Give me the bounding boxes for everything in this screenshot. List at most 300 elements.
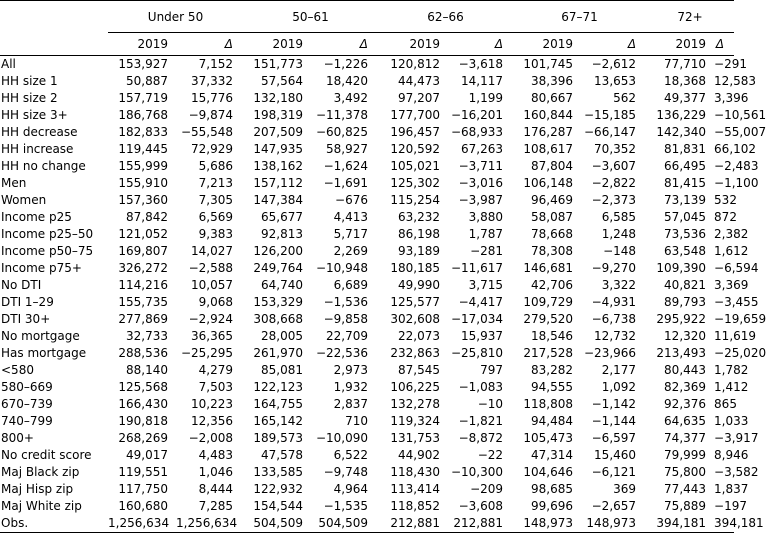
table-row bbox=[0, 464, 734, 481]
value-2019-cell: 118,852 bbox=[390, 499, 441, 513]
table-row bbox=[0, 107, 734, 124]
row-label: HH no change bbox=[1, 159, 86, 173]
value-delta-cell: 18,420 bbox=[326, 74, 369, 88]
value-2019-cell: 40,821 bbox=[664, 278, 707, 292]
value-delta-cell: −197 bbox=[714, 499, 748, 513]
value-2019-cell: 212,881 bbox=[378, 515, 448, 533]
value-delta-cell: 9,068 bbox=[198, 295, 233, 309]
value-delta-cell: −2,483 bbox=[714, 159, 759, 173]
value-delta-cell: −68,933 bbox=[450, 125, 504, 139]
table-row bbox=[0, 515, 734, 533]
table-row bbox=[0, 277, 734, 294]
row-label: Maj Hisp zip bbox=[1, 482, 74, 496]
value-2019-cell: 88,140 bbox=[126, 363, 168, 377]
value-delta-cell: 15,460 bbox=[594, 448, 637, 462]
value-delta-cell: 1,046 bbox=[198, 465, 233, 479]
group-header: 67–71 bbox=[513, 1, 646, 34]
table-row bbox=[0, 56, 734, 74]
value-delta-cell: −2,373 bbox=[591, 193, 637, 207]
value-delta-cell: −1,691 bbox=[323, 176, 369, 190]
value-2019-cell: 49,017 bbox=[126, 448, 168, 462]
value-2019-cell: 308,668 bbox=[253, 312, 303, 326]
value-2019-cell: 50,887 bbox=[126, 74, 168, 88]
value-2019-cell: 108,617 bbox=[523, 142, 574, 156]
value-2019-cell: 142,340 bbox=[656, 125, 707, 139]
value-2019-cell: 81,831 bbox=[664, 142, 707, 156]
value-delta-cell: 72,929 bbox=[191, 142, 233, 156]
row-label: <580 bbox=[1, 363, 34, 377]
value-2019-cell: 114,216 bbox=[118, 278, 168, 292]
value-delta-cell: −66,147 bbox=[584, 125, 637, 139]
table-row bbox=[0, 413, 734, 430]
value-2019-cell: 99,696 bbox=[531, 499, 574, 513]
delta-header: Δ bbox=[714, 33, 734, 56]
value-delta-cell: 3,369 bbox=[714, 278, 749, 292]
value-2019-cell: 394,181 bbox=[646, 515, 714, 533]
value-delta-cell: −11,378 bbox=[315, 108, 369, 122]
value-2019-cell: 151,773 bbox=[253, 57, 303, 71]
value-delta-cell: 12,732 bbox=[594, 329, 637, 343]
value-delta-cell: 2,177 bbox=[601, 363, 637, 377]
value-2019-cell: 101,745 bbox=[523, 57, 574, 71]
value-2019-cell: 126,200 bbox=[253, 244, 303, 258]
value-2019-cell: 118,430 bbox=[390, 465, 441, 479]
value-2019-cell: 79,999 bbox=[664, 448, 707, 462]
value-delta-cell: 562 bbox=[613, 91, 637, 105]
value-2019-cell: 32,733 bbox=[126, 329, 168, 343]
value-2019-cell: 44,902 bbox=[398, 448, 441, 462]
value-2019-cell: 115,254 bbox=[390, 193, 441, 207]
value-2019-cell: 268,269 bbox=[118, 431, 168, 445]
value-delta-cell: 7,305 bbox=[198, 193, 233, 207]
value-delta-cell: 5,686 bbox=[198, 159, 233, 173]
value-2019-cell: 18,368 bbox=[664, 74, 707, 88]
row-label: 740–799 bbox=[1, 414, 53, 428]
value-delta-cell: 797 bbox=[480, 363, 504, 377]
value-2019-cell: 119,324 bbox=[390, 414, 441, 428]
value-delta-cell: −10,300 bbox=[450, 465, 504, 479]
value-delta-cell: 369 bbox=[613, 482, 637, 496]
value-2019-cell: 96,469 bbox=[531, 193, 574, 207]
value-delta-cell: −2,822 bbox=[591, 176, 637, 190]
value-delta-cell: 15,776 bbox=[191, 91, 233, 105]
value-delta-cell: 3,322 bbox=[601, 278, 637, 292]
value-2019-cell: 147,935 bbox=[253, 142, 303, 156]
value-delta-cell: −2,008 bbox=[188, 431, 233, 445]
value-delta-cell: −3,607 bbox=[591, 159, 637, 173]
value-delta-cell: 148,973 bbox=[581, 515, 646, 533]
value-2019-cell: 148,973 bbox=[513, 515, 581, 533]
row-label: Women bbox=[1, 193, 47, 207]
value-delta-cell: −2,657 bbox=[591, 499, 637, 513]
value-delta-cell: 4,964 bbox=[333, 482, 369, 496]
table-row bbox=[0, 192, 734, 209]
value-delta-cell: 7,213 bbox=[198, 176, 233, 190]
value-delta-cell: 9,383 bbox=[198, 227, 233, 241]
value-2019-cell: 118,808 bbox=[523, 397, 574, 411]
value-2019-cell: 295,922 bbox=[656, 312, 707, 326]
value-2019-cell: 47,578 bbox=[261, 448, 303, 462]
value-2019-cell: 87,842 bbox=[126, 210, 168, 224]
value-delta-cell: −6,121 bbox=[591, 465, 637, 479]
value-2019-cell: 136,229 bbox=[656, 108, 707, 122]
value-2019-cell: 82,369 bbox=[664, 380, 707, 394]
value-2019-cell: 160,680 bbox=[118, 499, 168, 513]
value-delta-cell: −60,825 bbox=[315, 125, 369, 139]
value-delta-cell: −3,582 bbox=[714, 465, 759, 479]
value-delta-cell: 6,689 bbox=[333, 278, 369, 292]
value-2019-cell: 85,081 bbox=[261, 363, 303, 377]
value-delta-cell: 12,356 bbox=[191, 414, 233, 428]
value-2019-cell: 153,927 bbox=[118, 57, 168, 71]
value-2019-cell: 164,755 bbox=[253, 397, 303, 411]
value-2019-cell: 120,812 bbox=[390, 57, 441, 71]
value-2019-cell: 58,087 bbox=[531, 210, 574, 224]
table-row bbox=[0, 430, 734, 447]
value-2019-cell: 122,123 bbox=[253, 380, 303, 394]
value-delta-cell: −291 bbox=[714, 57, 748, 71]
value-2019-cell: 186,768 bbox=[118, 108, 168, 122]
value-delta-cell: 8,946 bbox=[714, 448, 749, 462]
value-delta-cell: −55,007 bbox=[714, 125, 766, 139]
value-2019-cell: 64,635 bbox=[664, 414, 707, 428]
value-delta-cell: 37,332 bbox=[191, 74, 233, 88]
value-2019-cell: 138,162 bbox=[253, 159, 303, 173]
value-2019-cell: 176,287 bbox=[523, 125, 574, 139]
value-delta-cell: −2,924 bbox=[188, 312, 233, 326]
table-row bbox=[0, 294, 734, 311]
value-2019-cell: 86,198 bbox=[398, 227, 441, 241]
value-delta-cell: −1,535 bbox=[323, 499, 369, 513]
value-delta-cell: 7,152 bbox=[198, 57, 233, 71]
value-2019-cell: 44,473 bbox=[398, 74, 441, 88]
value-2019-cell: 66,495 bbox=[664, 159, 707, 173]
value-2019-cell: 113,414 bbox=[390, 482, 441, 496]
value-delta-cell: −25,020 bbox=[714, 346, 766, 360]
value-delta-cell: 1,033 bbox=[714, 414, 749, 428]
value-delta-cell: −3,711 bbox=[458, 159, 504, 173]
value-delta-cell: −11,617 bbox=[450, 261, 504, 275]
table-row bbox=[0, 498, 734, 515]
value-delta-cell: 710 bbox=[345, 414, 369, 428]
table-row bbox=[0, 175, 734, 192]
value-2019-cell: 190,818 bbox=[118, 414, 168, 428]
value-delta-cell: 7,285 bbox=[198, 499, 233, 513]
value-delta-cell: −148 bbox=[603, 244, 637, 258]
table-row bbox=[0, 141, 734, 158]
group-header: 50–61 bbox=[243, 1, 378, 34]
value-delta-cell: −2,612 bbox=[591, 57, 637, 71]
table-row bbox=[0, 158, 734, 175]
year-header: 2019 bbox=[378, 33, 448, 56]
value-2019-cell: 177,700 bbox=[390, 108, 441, 122]
value-delta-cell: 1,256,634 bbox=[176, 515, 243, 533]
value-2019-cell: 105,021 bbox=[390, 159, 441, 173]
stub-header bbox=[0, 1, 108, 34]
value-2019-cell: 104,646 bbox=[523, 465, 574, 479]
value-delta-cell: 1,782 bbox=[714, 363, 749, 377]
value-2019-cell: 504,509 bbox=[243, 515, 311, 533]
value-delta-cell: −1,142 bbox=[591, 397, 637, 411]
value-2019-cell: 189,573 bbox=[253, 431, 303, 445]
value-2019-cell: 119,551 bbox=[118, 465, 168, 479]
value-delta-cell: 5,717 bbox=[333, 227, 369, 241]
value-2019-cell: 157,719 bbox=[118, 91, 168, 105]
table-row bbox=[0, 209, 734, 226]
value-2019-cell: 217,528 bbox=[523, 346, 574, 360]
value-delta-cell: 3,715 bbox=[468, 278, 504, 292]
value-2019-cell: 279,520 bbox=[523, 312, 574, 326]
value-2019-cell: 153,329 bbox=[253, 295, 303, 309]
table-row bbox=[0, 447, 734, 464]
row-label: HH size 1 bbox=[1, 74, 58, 88]
value-delta-cell: 394,181 bbox=[714, 515, 734, 533]
value-2019-cell: 78,668 bbox=[531, 227, 574, 241]
value-2019-cell: 49,377 bbox=[664, 91, 707, 105]
value-delta-cell: −3,618 bbox=[458, 57, 504, 71]
value-2019-cell: 125,302 bbox=[390, 176, 441, 190]
table-row bbox=[0, 311, 734, 328]
value-2019-cell: 92,813 bbox=[261, 227, 303, 241]
row-label: Maj Black zip bbox=[1, 465, 80, 479]
value-delta-cell: −1,083 bbox=[458, 380, 504, 394]
value-delta-cell: −16,201 bbox=[450, 108, 504, 122]
value-2019-cell: 57,564 bbox=[261, 74, 303, 88]
value-2019-cell: 93,189 bbox=[398, 244, 441, 258]
value-delta-cell: −10,561 bbox=[714, 108, 766, 122]
value-delta-cell: −10,090 bbox=[315, 431, 369, 445]
value-delta-cell: −9,858 bbox=[323, 312, 369, 326]
value-delta-cell: 6,569 bbox=[198, 210, 233, 224]
value-delta-cell: 212,881 bbox=[448, 515, 513, 533]
value-delta-cell: 1,199 bbox=[468, 91, 504, 105]
value-delta-cell: −15,185 bbox=[584, 108, 637, 122]
value-2019-cell: 47,314 bbox=[531, 448, 574, 462]
table-row bbox=[0, 328, 734, 345]
row-label: HH decrease bbox=[1, 125, 78, 139]
value-2019-cell: 121,052 bbox=[118, 227, 168, 241]
value-2019-cell: 288,536 bbox=[118, 346, 168, 360]
value-2019-cell: 80,443 bbox=[664, 363, 707, 377]
value-delta-cell: 14,027 bbox=[191, 244, 233, 258]
value-delta-cell: 6,585 bbox=[601, 210, 637, 224]
value-2019-cell: 249,764 bbox=[253, 261, 303, 275]
value-delta-cell: −23,966 bbox=[584, 346, 637, 360]
value-2019-cell: 132,278 bbox=[390, 397, 441, 411]
row-label: 670–739 bbox=[1, 397, 53, 411]
year-header: 2019 bbox=[108, 33, 176, 56]
value-delta-cell: 6,522 bbox=[333, 448, 369, 462]
value-2019-cell: 63,232 bbox=[398, 210, 441, 224]
value-2019-cell: 78,308 bbox=[531, 244, 574, 258]
value-2019-cell: 154,544 bbox=[253, 499, 303, 513]
row-label: No DTI bbox=[1, 278, 42, 292]
value-delta-cell: −676 bbox=[335, 193, 369, 207]
value-delta-cell: −4,417 bbox=[458, 295, 504, 309]
value-delta-cell: 15,937 bbox=[461, 329, 504, 343]
value-delta-cell: −9,748 bbox=[323, 465, 369, 479]
value-delta-cell: 1,837 bbox=[714, 482, 749, 496]
value-2019-cell: 326,272 bbox=[118, 261, 168, 275]
table-row bbox=[0, 379, 734, 396]
value-2019-cell: 198,319 bbox=[253, 108, 303, 122]
value-delta-cell: 70,352 bbox=[594, 142, 637, 156]
value-delta-cell: −281 bbox=[470, 244, 504, 258]
value-2019-cell: 117,750 bbox=[118, 482, 168, 496]
row-label: All bbox=[1, 57, 16, 71]
table-row bbox=[0, 481, 734, 498]
value-delta-cell: 3,396 bbox=[714, 91, 749, 105]
value-delta-cell: 3,880 bbox=[468, 210, 504, 224]
value-delta-cell: −55,548 bbox=[180, 125, 233, 139]
value-delta-cell: 1,787 bbox=[468, 227, 504, 241]
value-2019-cell: 277,869 bbox=[118, 312, 168, 326]
row-label: DTI 1–29 bbox=[1, 295, 54, 309]
value-2019-cell: 157,360 bbox=[118, 193, 168, 207]
value-2019-cell: 74,377 bbox=[664, 431, 707, 445]
value-delta-cell: 1,248 bbox=[601, 227, 637, 241]
value-2019-cell: 87,545 bbox=[398, 363, 441, 377]
row-label: Has mortgage bbox=[1, 346, 87, 360]
value-2019-cell: 22,073 bbox=[398, 329, 441, 343]
row-label: Income p25–50 bbox=[1, 227, 94, 241]
value-delta-cell: −4,931 bbox=[591, 295, 637, 309]
value-2019-cell: 147,384 bbox=[253, 193, 303, 207]
value-delta-cell: 10,057 bbox=[191, 278, 233, 292]
row-label: Income p50–75 bbox=[1, 244, 94, 258]
value-2019-cell: 157,112 bbox=[253, 176, 303, 190]
value-2019-cell: 180,185 bbox=[390, 261, 441, 275]
value-2019-cell: 97,207 bbox=[398, 91, 441, 105]
row-label: No mortgage bbox=[1, 329, 80, 343]
value-delta-cell: −6,738 bbox=[591, 312, 637, 326]
value-delta-cell: −3,917 bbox=[714, 431, 759, 445]
year-header: 2019 bbox=[646, 33, 714, 56]
value-delta-cell: 10,223 bbox=[191, 397, 233, 411]
table-row bbox=[0, 90, 734, 107]
value-delta-cell: −2,588 bbox=[188, 261, 233, 275]
value-2019-cell: 160,844 bbox=[523, 108, 574, 122]
value-delta-cell: 66,102 bbox=[714, 142, 757, 156]
value-delta-cell: 4,279 bbox=[198, 363, 233, 377]
value-2019-cell: 1,256,634 bbox=[108, 515, 176, 533]
value-2019-cell: 89,793 bbox=[664, 295, 707, 309]
group-header: Under 50 bbox=[108, 1, 243, 34]
value-delta-cell: 1,932 bbox=[333, 380, 369, 394]
group-header: 72+ bbox=[646, 1, 734, 34]
value-2019-cell: 80,667 bbox=[531, 91, 574, 105]
value-2019-cell: 83,282 bbox=[531, 363, 574, 377]
delta-header: Δ bbox=[448, 33, 513, 56]
year-header: 2019 bbox=[513, 33, 581, 56]
value-2019-cell: 120,592 bbox=[390, 142, 441, 156]
value-delta-cell: −1,624 bbox=[323, 159, 369, 173]
value-delta-cell: −25,295 bbox=[180, 346, 233, 360]
value-2019-cell: 65,677 bbox=[261, 210, 303, 224]
value-2019-cell: 92,376 bbox=[664, 397, 707, 411]
value-delta-cell: 532 bbox=[714, 193, 737, 207]
row-label: Maj White zip bbox=[1, 499, 82, 513]
row-label: HH increase bbox=[1, 142, 74, 156]
value-2019-cell: 73,139 bbox=[664, 193, 707, 207]
value-2019-cell: 12,320 bbox=[664, 329, 707, 343]
value-delta-cell: 4,413 bbox=[333, 210, 369, 224]
value-delta-cell: −22,536 bbox=[315, 346, 369, 360]
value-delta-cell: −8,872 bbox=[458, 431, 504, 445]
group-header-row bbox=[0, 1, 734, 34]
value-2019-cell: 132,180 bbox=[253, 91, 303, 105]
table-row bbox=[0, 345, 734, 362]
value-delta-cell: −10,948 bbox=[315, 261, 369, 275]
value-delta-cell: −9,270 bbox=[591, 261, 637, 275]
value-2019-cell: 232,863 bbox=[390, 346, 441, 360]
value-2019-cell: 63,548 bbox=[664, 244, 707, 258]
value-delta-cell: −1,536 bbox=[323, 295, 369, 309]
value-2019-cell: 57,045 bbox=[664, 210, 707, 224]
row-label: Men bbox=[1, 176, 27, 190]
value-delta-cell: 36,365 bbox=[191, 329, 233, 343]
value-delta-cell: −6,594 bbox=[714, 261, 759, 275]
value-delta-cell: 58,927 bbox=[326, 142, 369, 156]
value-2019-cell: 49,990 bbox=[398, 278, 441, 292]
value-delta-cell: 4,483 bbox=[198, 448, 233, 462]
value-2019-cell: 18,546 bbox=[531, 329, 574, 343]
value-2019-cell: 109,390 bbox=[656, 261, 707, 275]
value-2019-cell: 87,804 bbox=[531, 159, 574, 173]
value-2019-cell: 155,999 bbox=[118, 159, 168, 173]
value-2019-cell: 38,396 bbox=[531, 74, 574, 88]
table-row bbox=[0, 73, 734, 90]
value-delta-cell: 2,269 bbox=[333, 244, 369, 258]
value-delta-cell: 872 bbox=[714, 210, 737, 224]
value-delta-cell: −3,987 bbox=[458, 193, 504, 207]
value-delta-cell: 1,612 bbox=[714, 244, 749, 258]
value-2019-cell: 106,148 bbox=[523, 176, 574, 190]
row-label: 580–669 bbox=[1, 380, 53, 394]
value-delta-cell: −3,608 bbox=[458, 499, 504, 513]
value-delta-cell: −1,226 bbox=[323, 57, 369, 71]
value-2019-cell: 105,473 bbox=[523, 431, 574, 445]
value-delta-cell: 865 bbox=[714, 397, 737, 411]
value-delta-cell: 504,509 bbox=[311, 515, 378, 533]
value-2019-cell: 75,889 bbox=[664, 499, 707, 513]
value-delta-cell: −25,810 bbox=[450, 346, 504, 360]
value-delta-cell: −10 bbox=[477, 397, 504, 411]
value-2019-cell: 42,706 bbox=[531, 278, 574, 292]
value-delta-cell: 22,709 bbox=[326, 329, 369, 343]
value-2019-cell: 122,932 bbox=[253, 482, 303, 496]
value-2019-cell: 106,225 bbox=[390, 380, 441, 394]
stub-subheader bbox=[0, 33, 108, 56]
table-row bbox=[0, 260, 734, 277]
table-row bbox=[0, 396, 734, 413]
value-2019-cell: 213,493 bbox=[656, 346, 707, 360]
value-delta-cell: −1,144 bbox=[591, 414, 637, 428]
value-delta-cell: −9,874 bbox=[188, 108, 233, 122]
value-delta-cell: 2,382 bbox=[714, 227, 749, 241]
delta-header: Δ bbox=[311, 33, 378, 56]
value-delta-cell: 13,653 bbox=[594, 74, 637, 88]
value-delta-cell: −22 bbox=[477, 448, 504, 462]
value-delta-cell: −19,659 bbox=[714, 312, 766, 326]
value-2019-cell: 75,800 bbox=[664, 465, 707, 479]
value-delta-cell: −3,455 bbox=[714, 295, 759, 309]
row-label: Income p75+ bbox=[1, 261, 82, 275]
value-delta-cell: −6,597 bbox=[591, 431, 637, 445]
value-2019-cell: 81,415 bbox=[664, 176, 707, 190]
value-2019-cell: 166,430 bbox=[118, 397, 168, 411]
value-delta-cell: −17,034 bbox=[450, 312, 504, 326]
